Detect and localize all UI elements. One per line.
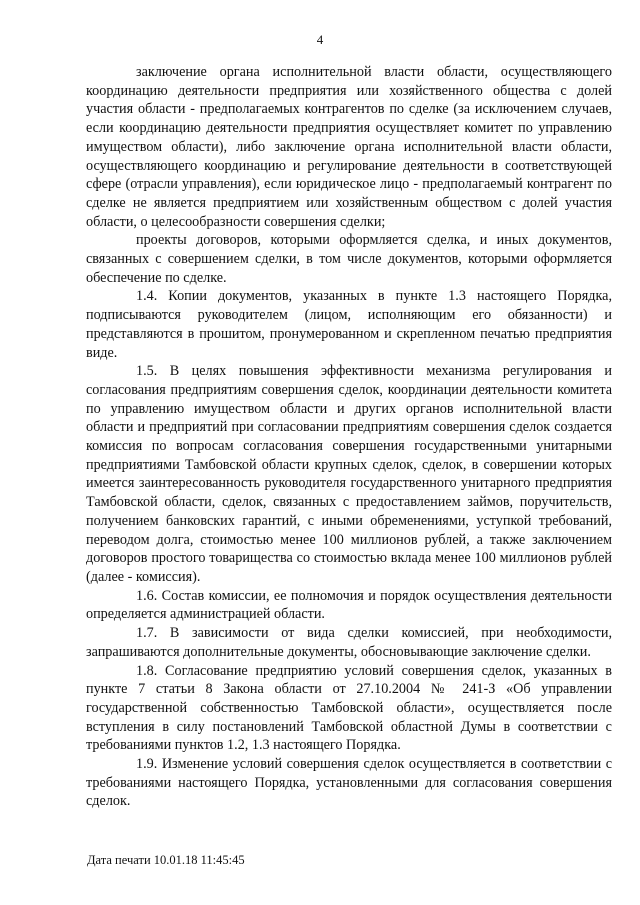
paragraph-1-5: 1.5. В целях повышения эффективности механизма регулирования и согласования предприятиям совершения сделок, координации деятельности комитета по управлению имуществом области и других органов исполнительной власти области и предприятий при согласовании предприятиям совершения сделок создается комиссия по вопросам согласования совершения государственными унитарными предприятиями Тамбовской области крупных сделок, сделок, в совершении которых имеется заинтересованность руководителя государственного унитарного предприятия Тамбовской области, сделок, связанных с предоставлением займов, поручительств, получением банковских гарантий, с иными обременениями, уступкой требований, переводом долга, стоимостью менее 100 миллионов рублей, а также заключением договоров простого товарищества со стоимостью вклада менее 100 миллионов рублей (далее - комиссия). <box>86 363 612 585</box>
document-body <box>86 63 612 811</box>
print-date-footer: Дата печати 10.01.18 11:45:45 <box>87 853 245 867</box>
paragraph-1-7: 1.7. В зависимости от вида сделки комиссией, при необходимости, запрашиваются дополнительные документы, обосновывающие заключение сделки. <box>86 625 612 660</box>
page-number: 4 <box>316 32 324 47</box>
paragraph-contract-drafts: проекты договоров, которыми оформляется сделка, и иных документов, связанных с совершением сделки, в том числе документов, которыми оформляется обеспечение по сделке. <box>86 232 612 286</box>
paragraph-conclusion: заключение органа исполнительной власти области, осуществляющего координацию деятельности предприятия или хозяйственного общества с долей участия области - предполагаемых контрагентов по сделке (за исключением случаев, если координацию деятельности предприятия осуществляет комитет по управлению имуществом области), либо заключение органа исполнительной власти области, осуществляющего координацию и регулирование деятельности в соответствующей сфере (отрасли управления), если юридическое лицо - предполагаемый контрагент по сделке не является предприятием или хозяйственным обществом с долей участия области, о целесообразности совершения сделки; <box>86 64 612 230</box>
paragraph-1-4: 1.4. Копии документов, указанных в пункте 1.3 настоящего Порядка, подписываются руководителем (лицом, исполняющим его обязанности) и представляются в прошитом, пронумерованном и скрепленном печатью предприятия виде. <box>86 288 612 361</box>
paragraph-1-8: 1.8. Согласование предприятию условий совершения сделок, указанных в пункте 7 статьи 8 Закона области от 27.10.2004 № 241-З «Об управлении государственной собственностью Тамбовской области», осуществляется после вступления в силу постановлений Тамбовской областной Думы в соответствии с требованиями пунктов 1.2, 1.3 настоящего Порядка. <box>86 662 612 754</box>
paragraph-1-6: 1.6. Состав комиссии, ее полномочия и порядок осуществления деятельности определяется администрацией области. <box>86 587 612 623</box>
paragraph-1-9: 1.9. Изменение условий совершения сделок осуществляется в соответствии с требованиями настоящего Порядка, установленными для согласования совершения сделок. <box>86 756 612 810</box>
